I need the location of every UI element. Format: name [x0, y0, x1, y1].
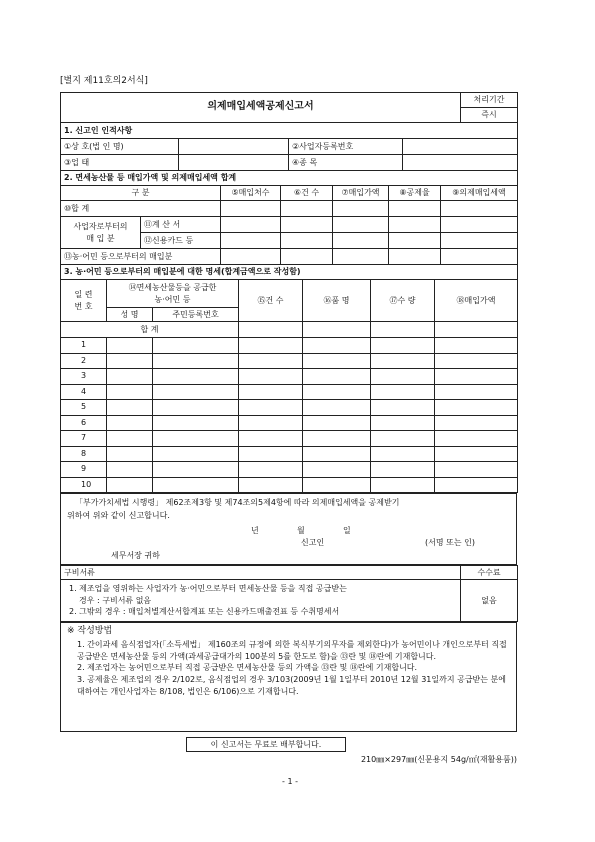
declaration-box [60, 493, 517, 565]
farmer-purchase-label: ⑬농·어민 등으로부터의 매입분 [61, 249, 221, 265]
paper-spec: 210㎜×297㎜(신문용지 54g/㎡(재활용품)) [360, 755, 517, 764]
cell[interactable] [303, 338, 371, 354]
cell[interactable] [371, 462, 435, 478]
business-name-field[interactable] [179, 139, 289, 155]
declarant-label: 신고인 [301, 538, 325, 547]
cell[interactable] [389, 201, 441, 217]
table-row [61, 338, 518, 354]
document-item-1b: 경우 : 구비서류 없음 [79, 595, 152, 605]
row-seq-number: 4 [61, 384, 107, 400]
cell[interactable] [153, 400, 239, 416]
document-item-2: 2. 그밖의 경우 : 매입처별계산서합계표 또는 신용카드매출전표 등 수취명세서 [69, 607, 340, 617]
instruction-item-2: 2. 제조업자는 농어민으로부터 직접 공급받은 면세농산물 등의 가액을 ⑬란 및 ⑱란에 기재합니다. [77, 663, 418, 673]
cell[interactable] [153, 446, 239, 462]
cell[interactable] [153, 415, 239, 431]
col-case-count: ⑥건 수 [281, 186, 333, 201]
cell[interactable] [333, 201, 389, 217]
cell[interactable] [153, 369, 239, 385]
col-purchase-amount: ⑱매입가액 [435, 280, 518, 322]
cell[interactable] [153, 353, 239, 369]
section2-heading: 2. 면세농산물 등 매입가액 및 의제매입세액 합계 [61, 171, 518, 186]
business-item-label: ④종 목 [289, 155, 403, 171]
table-row [61, 369, 518, 385]
cell[interactable] [435, 431, 518, 447]
form-number-label: [별지 제11호의2서식] [60, 76, 148, 86]
credit-card-label: ⑫신용카드 등 [141, 233, 221, 249]
table-row [61, 446, 518, 462]
cell[interactable] [303, 415, 371, 431]
documents-header: 구비서류 [61, 566, 461, 580]
cell[interactable] [239, 431, 303, 447]
section-farmer-detail [60, 264, 518, 493]
cell[interactable] [153, 338, 239, 354]
cell[interactable] [281, 217, 333, 233]
cell[interactable] [441, 233, 518, 249]
cell[interactable] [107, 462, 153, 478]
required-documents [60, 565, 518, 622]
cell[interactable] [221, 249, 281, 265]
cell[interactable] [303, 477, 371, 493]
from-business-label-line2: 매 입 분 [86, 233, 115, 243]
cell[interactable] [303, 462, 371, 478]
table-row [61, 384, 518, 400]
cell[interactable] [107, 400, 153, 416]
cell[interactable] [303, 400, 371, 416]
cell[interactable] [435, 446, 518, 462]
fee-value: 없음 [461, 580, 518, 622]
col-category: 구 분 [61, 186, 221, 201]
cell[interactable] [435, 353, 518, 369]
cell[interactable] [107, 384, 153, 400]
documents-list [61, 580, 461, 622]
business-item-field[interactable] [403, 155, 518, 171]
cell[interactable] [107, 431, 153, 447]
row-seq-number: 9 [61, 462, 107, 478]
col-product-name: ⑯품 명 [303, 280, 371, 322]
col-quantity: ⑰수 량 [371, 280, 435, 322]
signature-label: (서명 또는 인) [425, 538, 475, 547]
cell[interactable] [441, 201, 518, 217]
instruction-item-3: 3. 공제율은 제조업의 경우 2/102로, 음식점업의 경우 3/103(2009년 1월 1일부터 2010년 12월 31일까지 공급받는 분에 대하여는 개인사업자는 8/108, 법인은 6/106)으로 기재합니다. [77, 675, 507, 696]
row-seq-number: 5 [61, 400, 107, 416]
form-title: 의제매입세액공제신고서 [61, 93, 461, 123]
from-business-label-line1: 사업자로부터의 [73, 222, 128, 232]
table-row [61, 353, 518, 369]
biz-reg-number-label: ②사업자등록번호 [289, 139, 403, 155]
cell[interactable] [107, 446, 153, 462]
table-row [61, 415, 518, 431]
cell[interactable] [333, 217, 389, 233]
supplier-label-line2: 농·어민 등 [154, 294, 191, 304]
date-day-label: 일 [343, 526, 351, 535]
cell[interactable] [221, 201, 281, 217]
cell[interactable] [153, 431, 239, 447]
instructions-heading: ※ 작성방법 [67, 626, 113, 636]
processing-period-label: 처리기간 [461, 93, 518, 108]
col-supplier-count: ⑤매입처수 [221, 186, 281, 201]
cell[interactable] [389, 217, 441, 233]
table-row [61, 477, 518, 493]
cell[interactable] [239, 462, 303, 478]
cell[interactable] [153, 384, 239, 400]
cell[interactable] [371, 415, 435, 431]
cell[interactable] [239, 400, 303, 416]
processing-period-value: 즉시 [461, 108, 518, 123]
title-block [60, 92, 518, 123]
cell[interactable] [239, 415, 303, 431]
cell[interactable] [333, 249, 389, 265]
cell[interactable] [107, 338, 153, 354]
cell[interactable] [303, 431, 371, 447]
cell[interactable] [239, 446, 303, 462]
cell[interactable] [239, 338, 303, 354]
business-type-label: ③업 태 [61, 155, 179, 171]
supplier-label-line1: ⑭면세농산물등을 공급한 [128, 283, 217, 293]
business-type-field[interactable] [179, 155, 289, 171]
detail-rows [61, 338, 518, 493]
detail-total-label: 합 계 [61, 322, 239, 338]
row-seq-number: 7 [61, 431, 107, 447]
cell[interactable] [303, 369, 371, 385]
cell[interactable] [371, 369, 435, 385]
col-count: ⑮건 수 [239, 280, 303, 322]
cell[interactable] [371, 446, 435, 462]
tax-office-label: 세무서장 귀하 [111, 551, 160, 560]
instructions-box [60, 622, 517, 732]
cell[interactable] [435, 384, 518, 400]
cell[interactable] [435, 322, 518, 338]
cell[interactable] [371, 400, 435, 416]
declaration-statement-2: 위하여 위와 같이 신고합니다. [67, 511, 170, 520]
row-seq-number: 6 [61, 415, 107, 431]
col-purchase-amount: ⑦매입가액 [333, 186, 389, 201]
table-row [61, 400, 518, 416]
declaration-statement-1: 「부가가치세법 시행령」 제62조제3항 및 제74조의5제4항에 따라 의제매입세액을 공제받기 [75, 498, 400, 507]
cell[interactable] [239, 477, 303, 493]
cell[interactable] [153, 477, 239, 493]
cell[interactable] [435, 369, 518, 385]
fee-header: 수수료 [461, 566, 518, 580]
col-supplier [107, 280, 239, 308]
from-business-label [61, 217, 141, 249]
cell[interactable] [107, 415, 153, 431]
cell[interactable] [435, 477, 518, 493]
cell[interactable] [371, 477, 435, 493]
section-purchase-summary [60, 170, 518, 265]
business-name-label: ①상 호(법 인 명) [61, 139, 179, 155]
row-seq-number: 1 [61, 338, 107, 354]
row-seq-number: 10 [61, 477, 107, 493]
col-deduction-rate: ⑧공제율 [389, 186, 441, 201]
row-seq-number: 8 [61, 446, 107, 462]
cell[interactable] [435, 400, 518, 416]
section-declarant-info [60, 122, 518, 171]
cell[interactable] [107, 477, 153, 493]
section1-heading: 1. 신고인 인적사항 [61, 123, 518, 139]
cell[interactable] [239, 322, 303, 338]
cell[interactable] [435, 338, 518, 354]
cell[interactable] [371, 322, 435, 338]
cell[interactable] [435, 462, 518, 478]
page-number: - 1 - [282, 777, 298, 786]
cell[interactable] [239, 384, 303, 400]
cell[interactable] [281, 233, 333, 249]
biz-reg-number-field[interactable] [403, 139, 518, 155]
cell[interactable] [435, 415, 518, 431]
cell[interactable] [389, 249, 441, 265]
cell[interactable] [371, 384, 435, 400]
cell[interactable] [303, 353, 371, 369]
cell[interactable] [239, 353, 303, 369]
col-resident-number: 주민등록번호 [153, 308, 239, 322]
cell[interactable] [221, 217, 281, 233]
cell[interactable] [371, 353, 435, 369]
cell[interactable] [281, 201, 333, 217]
cell[interactable] [107, 369, 153, 385]
cell[interactable] [107, 353, 153, 369]
invoice-label: ⑪계 산 서 [141, 217, 221, 233]
col-name: 성 명 [107, 308, 153, 322]
cell[interactable] [333, 233, 389, 249]
free-distribution-notice: 이 신고서는 무료로 배부합니다. [186, 737, 346, 752]
table-row [61, 462, 518, 478]
date-year-label: 년 [251, 526, 259, 535]
cell[interactable] [371, 431, 435, 447]
cell[interactable] [371, 338, 435, 354]
cell[interactable] [441, 217, 518, 233]
cell[interactable] [239, 369, 303, 385]
cell[interactable] [221, 233, 281, 249]
document-item-1a: 1. 제조업을 영위하는 사업자가 농·어민으로부터 면세농산물 등을 직접 공급받는 [69, 584, 347, 594]
cell[interactable] [153, 462, 239, 478]
cell[interactable] [303, 322, 371, 338]
cell[interactable] [389, 233, 441, 249]
row-seq-number: 3 [61, 369, 107, 385]
col-seq-number: 일 련 번 호 [61, 280, 107, 322]
instruction-item-1: 1. 간이과세 음식점업자(「소득세법」 제160조의 규정에 의한 복식부기의무자를 제외한다)가 농어민이나 개인으로부터 직접 공급받은 면세농산물 등의 가액(과세공급대가의 100분의 5를 한도로 함)을 ⑬란 및 ⑱란에 기재합니다. [77, 640, 507, 661]
cell[interactable] [281, 249, 333, 265]
section3-heading: 3. 농·어민 등으로부터의 매입분에 대한 명세(합계금액으로 작성함) [61, 265, 518, 280]
cell[interactable] [303, 446, 371, 462]
row-seq-number: 2 [61, 353, 107, 369]
col-deemed-tax: ⑨의제매입세액 [441, 186, 518, 201]
table-row [61, 431, 518, 447]
date-month-label: 월 [297, 526, 305, 535]
cell[interactable] [441, 249, 518, 265]
total-row-label: ⑩합 계 [61, 201, 221, 217]
cell[interactable] [303, 384, 371, 400]
